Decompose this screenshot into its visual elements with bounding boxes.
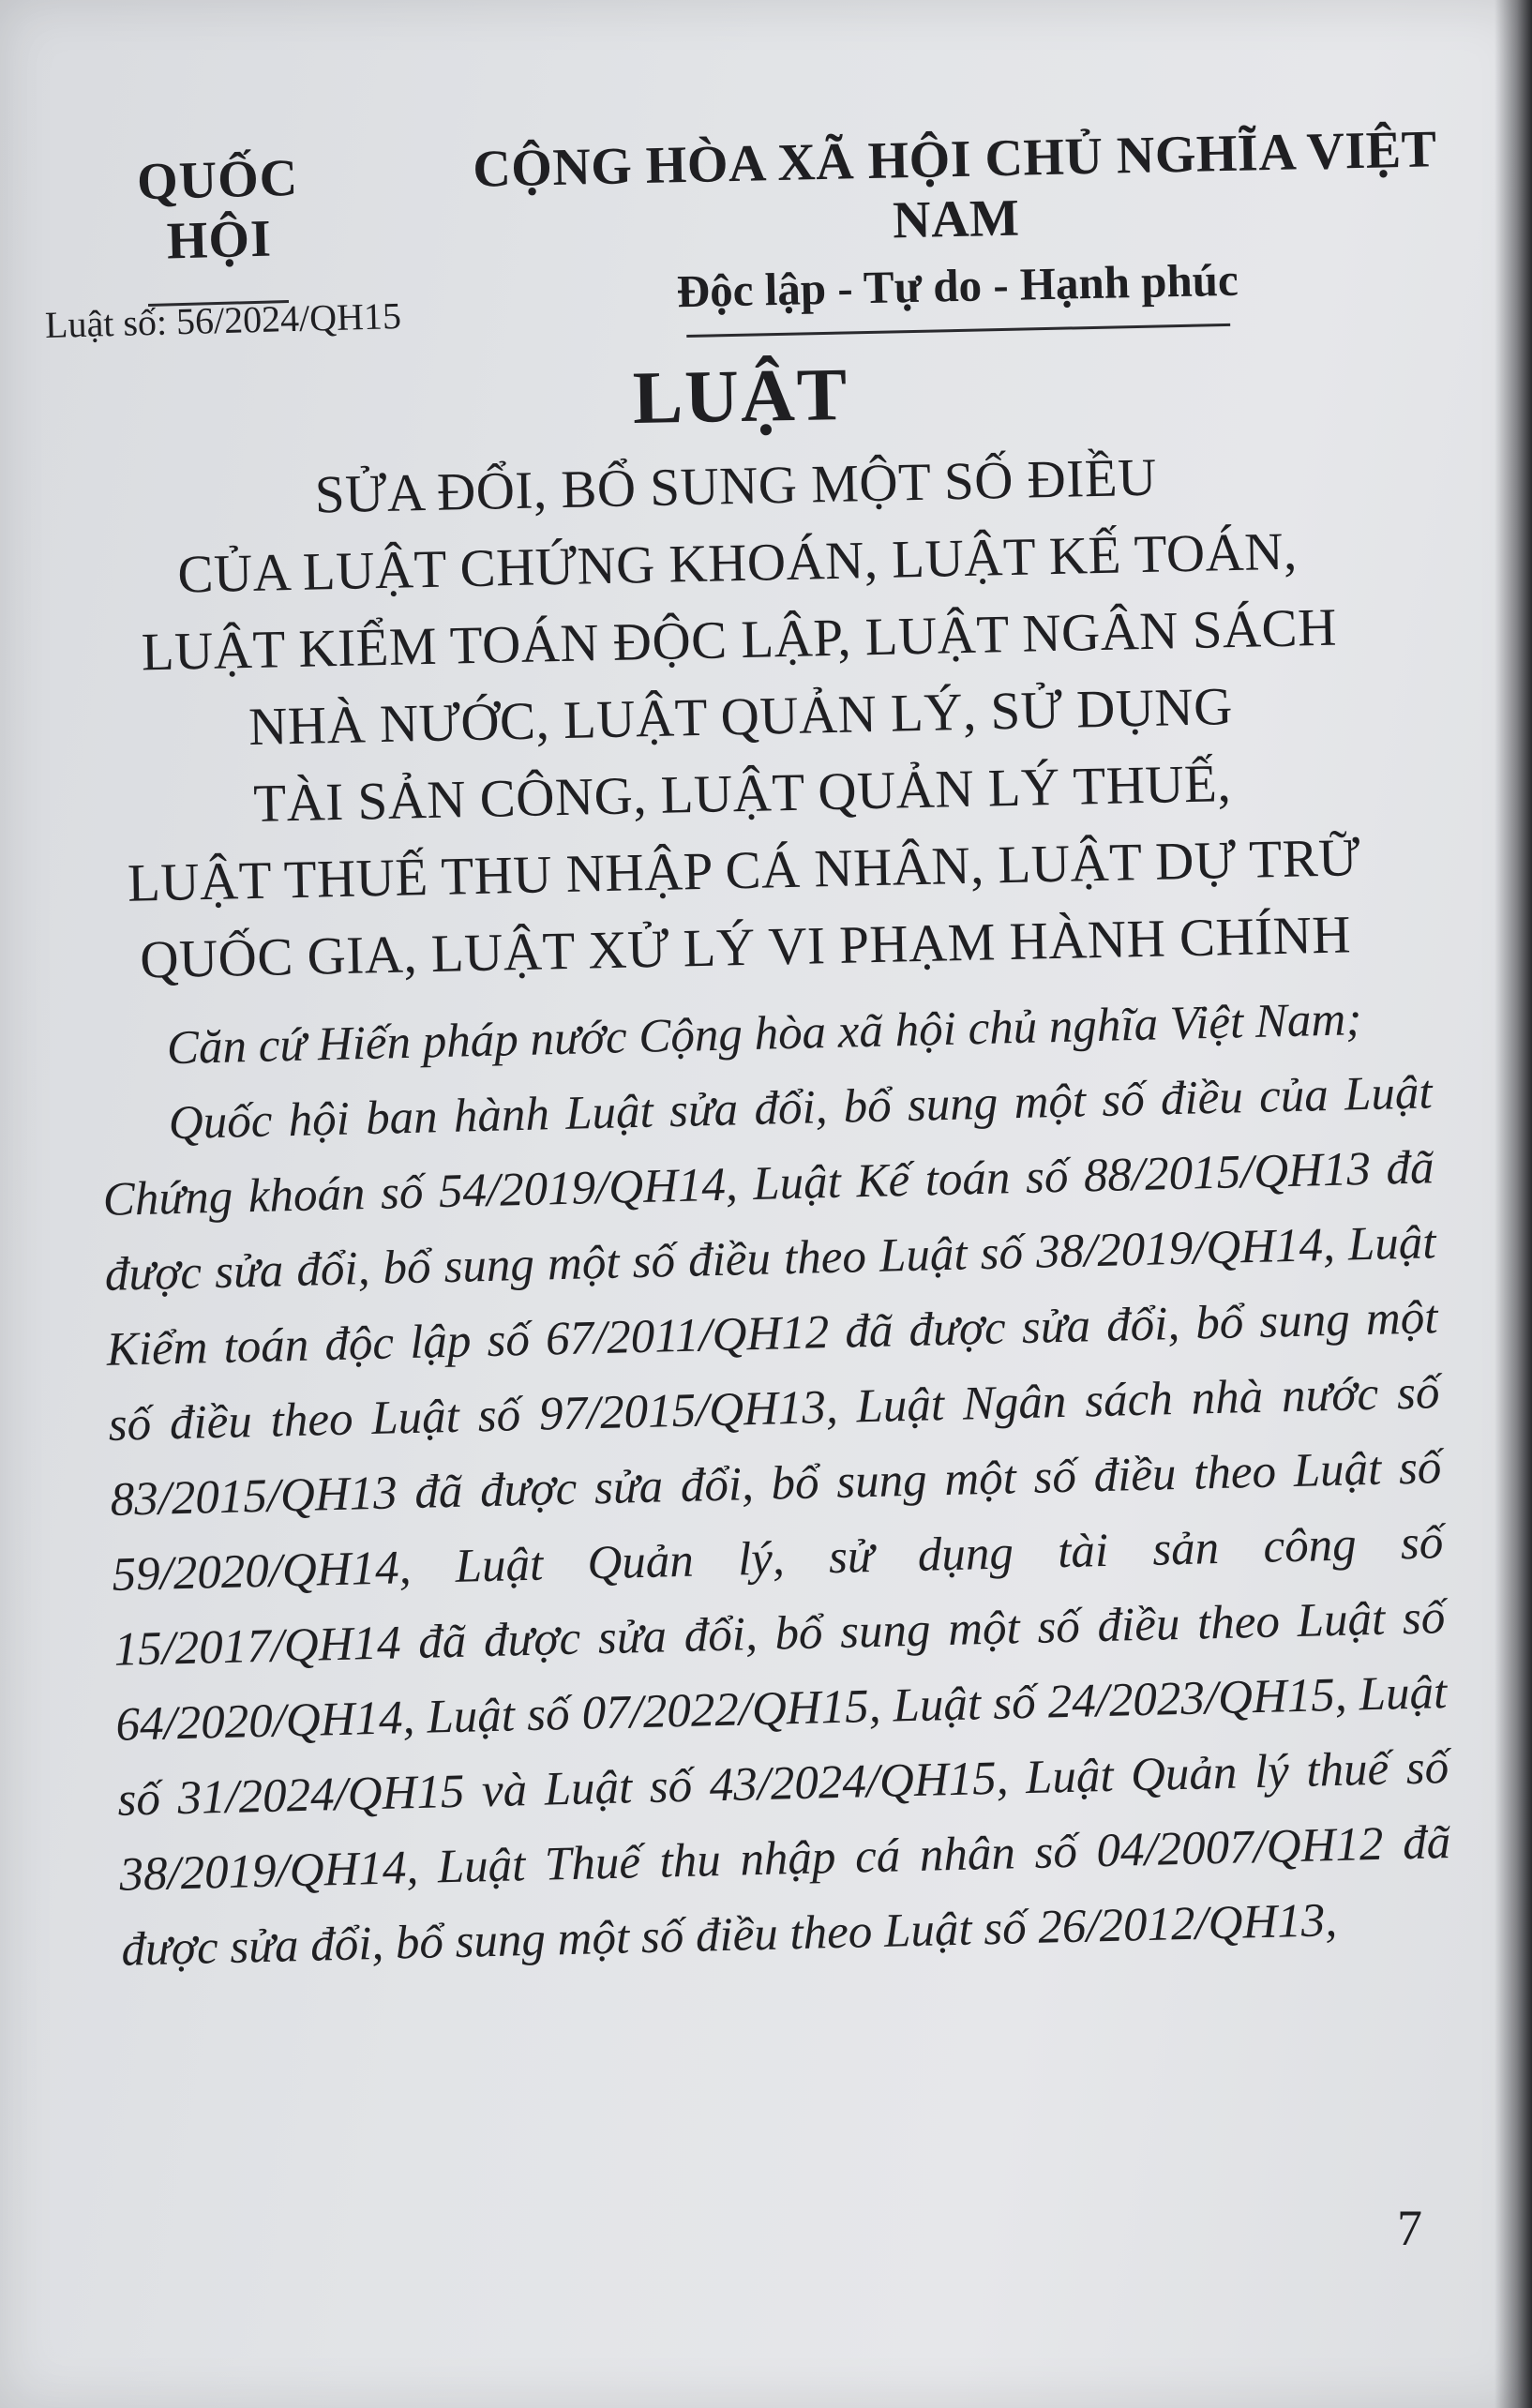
- title-line: CỦA LUẬT CHỨNG KHOÁN, LUẬT KẾ TOÁN,: [176, 521, 1299, 605]
- preamble-text: Căn cứ Hiến pháp nước Cộng hòa xã hội chủ nghĩa Việt Nam;: [166, 993, 1362, 1076]
- title-line: TÀI SẢN CÔNG, LUẬT QUẢN LÝ THUẾ,: [252, 754, 1232, 834]
- issuer-block: [101, 150, 336, 305]
- nation-name: CỘNG HÒA XÃ HỘI CHỦ NGHĨA VIỆT NAM: [472, 120, 1438, 250]
- title-line: NHÀ NƯỚC, LUẬT QUẢN LÝ, SỬ DỤNG: [248, 677, 1234, 757]
- page-edge-shadow: [1494, 0, 1532, 2408]
- national-header: [467, 119, 1446, 342]
- document-type: LUẬT: [632, 353, 849, 441]
- page-number: 7: [1397, 2200, 1422, 2256]
- title-line: QUỐC GIA, LUẬT XỬ LÝ VI PHẠM HÀNH CHÍNH: [139, 905, 1352, 990]
- issuer-name: QUỐC HỘI: [136, 148, 299, 271]
- title-line: LUẬT THUẾ THU NHẬP CÁ NHÂN, LUẬT DỰ TRỮ: [127, 828, 1361, 913]
- enactment-paragraph: [100, 1055, 1453, 1987]
- law-title: [116, 435, 1365, 1000]
- enactment-text: Quốc hội ban hành Luật sửa đổi, bổ sung một số điều của Luật Chứng khoán số 54/2019/QH14, Luật Kế toán số 88/2015/QH13 đã được sửa đổi, bổ sung một số điều theo Luật số 38/2019/QH14, Luật Kiểm toán độc lập số 67/2011/QH12 đã được sửa đổi, bổ sung một số điều theo Luật số 97/2015/QH13, Luật Ngân sách nhà nước số 83/2015/QH13 đã được sửa đổi, bổ sung một số điều theo Luật số 59/2020/QH14, Luật Quản lý, sử dụng tài sản công số 15/2017/QH14 đã được sửa đổi, bổ sung một số điều theo Luật số 64/2020/QH14, Luật số 07/2022/QH15, Luật số 24/2023/QH15, Luật số 31/2024/QH15 và Luật số 43/2024/QH15, Luật Quản lý thuế số 38/2019/QH14, Luật Thuế thu nhập cá nhân số 04/2007/QH12 đã được sửa đổi, bổ sung một số điều theo Luật số 26/2012/QH13,: [102, 1066, 1451, 1977]
- title-line: SỬA ĐỔI, BỔ SUNG MỘT SỐ ĐIỀU: [314, 447, 1158, 525]
- law-number: Luật số: 56/2024/QH15: [44, 294, 402, 346]
- law-body: [98, 980, 1453, 1987]
- motto-underline: [686, 324, 1230, 338]
- title-line: LUẬT KIỂM TOÁN ĐỘC LẬP, LUẬT NGÂN SÁCH: [141, 597, 1338, 683]
- national-motto: Độc lập - Tự do - Hạnh phúc: [676, 253, 1239, 318]
